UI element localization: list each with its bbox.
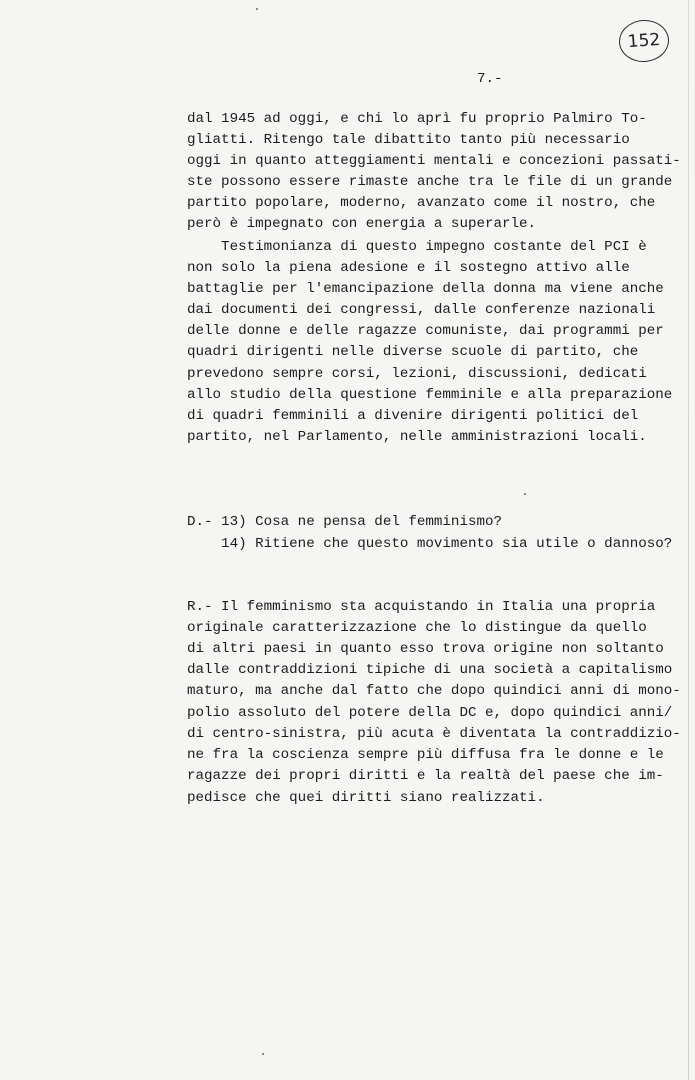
archive-stamp: 152 xyxy=(618,18,671,63)
text-line: battaglie per l'emancipazione della donna ma viene anche xyxy=(187,281,664,297)
text-line: gliatti. Ritengo tale dibattito tanto più necessario xyxy=(187,132,630,148)
text-line: Testimonianza di questo impegno costante del PCI è xyxy=(187,239,647,255)
question-line: 14) Ritiene che questo movimento sia utile o dannoso? xyxy=(187,536,673,552)
text-line: partito, nel Parlamento, nelle amministrazioni locali. xyxy=(187,429,647,445)
text-line: delle donne e delle ragazze comuniste, dai programmi per xyxy=(187,323,664,339)
text-line: partito popolare, moderno, avanzato come il nostro, che xyxy=(187,195,656,211)
text-line: però è impegnato con energia a superarle. xyxy=(187,216,537,232)
text-line: ste possono essere rimaste anche tra le file di un grande xyxy=(187,174,673,190)
page-edge xyxy=(688,0,689,1080)
answer-line: ne fra la coscienza sempre più diffusa fra le donne e le xyxy=(187,747,664,763)
text-line: non solo la piena adesione e il sostegno attivo alle xyxy=(187,260,630,276)
question-line: D.- 13) Cosa ne pensa del femminismo? xyxy=(187,514,503,530)
scan-speck xyxy=(524,493,526,495)
answer-line: di centro-sinistra, più acuta è diventata la contraddizio- xyxy=(187,726,681,742)
answer-line: dalle contraddizioni tipiche di una società a capitalismo xyxy=(187,662,673,678)
answer-line: R.- Il femminismo sta acquistando in Italia una propria xyxy=(187,599,656,615)
page-number: 7.- xyxy=(477,71,503,87)
text-line: dai documenti dei congressi, dalle conferenze nazionali xyxy=(187,302,656,318)
text-line: allo studio della questione femminile e alla preparazione xyxy=(187,387,673,403)
answer-line: originale caratterizzazione che lo distingue da quello xyxy=(187,620,647,636)
text-line: quadri dirigenti nelle diverse scuole di partito, che xyxy=(187,344,639,360)
scan-speck xyxy=(256,8,258,10)
scan-speck xyxy=(262,1053,264,1055)
text-line: di quadri femminili a divenire dirigenti politici del xyxy=(187,408,639,424)
answer-line: pedisce che quei diritti siano realizzati. xyxy=(187,790,545,806)
answer-line: di altri paesi in quanto esso trova origine non soltanto xyxy=(187,641,664,657)
answer-line: polio assoluto del potere della DC e, dopo quindici anni/ xyxy=(187,705,673,721)
text-line: prevedono sempre corsi, lezioni, discussioni, dedicati xyxy=(187,366,647,382)
text-line: dal 1945 ad oggi, e chi lo aprì fu proprio Palmiro To- xyxy=(187,111,647,127)
answer-line: maturo, ma anche dal fatto che dopo quindici anni di mono- xyxy=(187,683,681,699)
text-line: oggi in quanto atteggiamenti mentali e concezioni passati- xyxy=(187,153,681,169)
answer-line: ragazze dei propri diritti e la realtà del paese che im- xyxy=(187,768,664,784)
